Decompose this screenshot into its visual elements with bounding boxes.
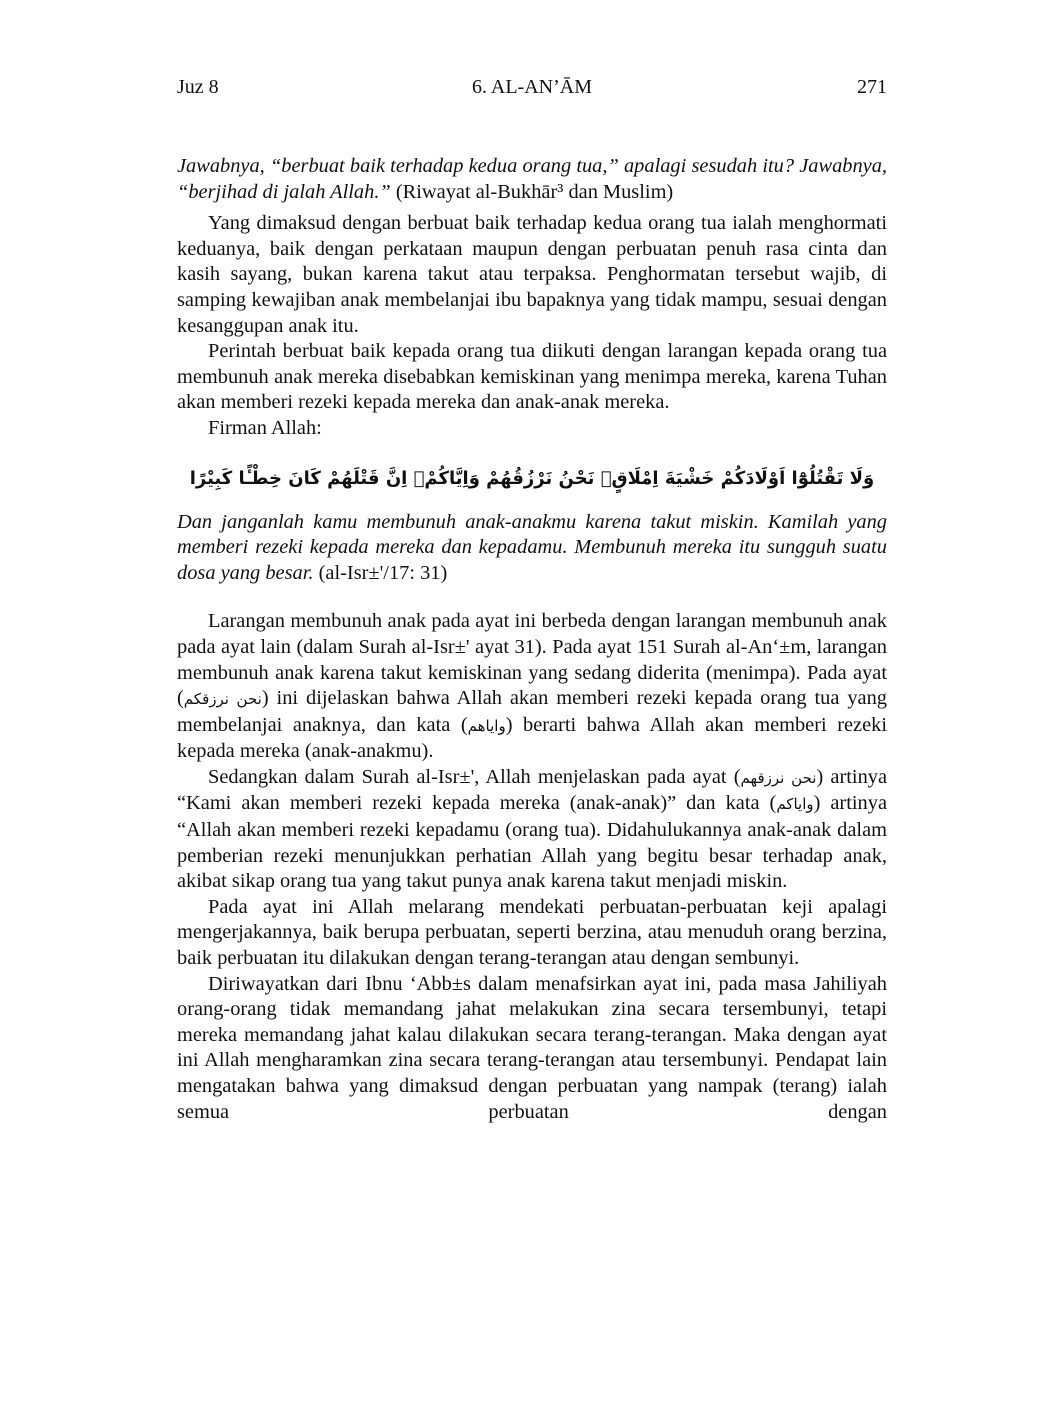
paragraph-comparison [177, 609, 887, 765]
paragraph-comparison-text-1: Larangan membunuh anak pada ayat ini berbeda dengan larangan membunuh anak pada ayat lain (dalam Surah al-Isr±' ayat 31). Pada ayat 151 Surah al-An‘±m, larangan membunuh anak karena takut kemiskinan yang sedang diderita (menimpa). Pada ayat ( [177, 610, 887, 710]
hadith-quote-italic: Jawabnya, “berbuat baik terhadap kedua orang tua,” apalagi sesudah itu? Jawabnya, “berjihad di jalah Allah.” [177, 155, 887, 203]
page-body [177, 154, 887, 1125]
page-number: 271 [857, 76, 887, 98]
juz-label: Juz 8 [177, 76, 219, 98]
paragraph-firman: Firman Allah: [208, 416, 322, 439]
surah-title: 6. AL-AN’ĀM [472, 76, 592, 98]
paragraph-explanation: Yang dimaksud dengan berbuat baik terhadap kedua orang tua ialah menghormati keduanya, baik dengan perkataan maupun dengan perbuatan penuh rasa cinta dan kasih sayang, bukan karena takut atau terpaksa. Penghormatan tersebut wajib, di samping kewajiban anak membelanjai ibu bapaknya yang tidak mampu, sesuai dengan kesanggupan anak itu. [177, 212, 887, 337]
arabic-term-wa-iyyakum: واياكم [776, 795, 814, 814]
verse-translation [177, 510, 887, 587]
paragraph-comparison-text-2: ) ini dijelaskan bahwa Allah akan memberi rezeki kepada orang tua yang membelanjai anaknya, dan kata ( [177, 687, 887, 736]
paragraph-comparison-text-3: ) berarti bahwa Allah akan memberi rezeki kepada mereka (anak-anakmu). [177, 713, 888, 763]
verse-reference: (al-Isr±'/17: 31) [313, 561, 448, 584]
paragraph-ibnu-abbas: Diriwayatkan dari Ibnu ‘Abb±s dalam menafsirkan ayat ini, pada masa Jahiliyah orang-orang tidak memandang jahat melakukan zina secara tersembunyi, tetapi mereka memandang jahat kalau dilakukan secara terang-terangan. Maka dengan ayat ini Allah mengharamkan zina secara terang-terangan atau tersembunyi. Pendapat lain mengatakan bahwa yang dimaksud dengan perbuatan yang nampak (terang) ialah semua perbuatan dengan [177, 972, 887, 1123]
paragraph-isra-text-1: Sedangkan dalam Surah al-Isr±', Allah menjelaskan pada ayat ( [208, 765, 741, 788]
hadith-quote [177, 154, 887, 205]
arabic-term-wa-iyyahum: واياهم [467, 716, 506, 735]
arabic-term-nahnu-narzuqukum: نحن نرزقكم [183, 690, 262, 709]
paragraph-isra-text-3: ) artinya “Allah akan memberi rezeki kepadamu (orang tua). Didahulukannya anak-anak dalam pemberian rezeki menunjukkan perhatian Allah yang begitu besar terhadap anak, akibat sikap orang tua yang takut punya anak karena takut menjadi miskin. [177, 792, 887, 893]
arabic-term-nahnu-narzuquhum: نحن نرزقهم [740, 768, 817, 787]
verse-translation-italic: Dan janganlah kamu membunuh anak-anakmu karena takut miskin. Kamilah yang memberi rezeki kepada mereka dan kepadamu. Membunuh mereka itu sungguh suatu dosa yang besar. [177, 510, 887, 584]
paragraph-prohibition: Pada ayat ini Allah melarang mendekati perbuatan-perbuatan keji apalagi mengerjakannya, baik berupa perbuatan, seperti berzina, atau menuduh orang berzina, baik perbuatan itu dilakukan dengan terang-terangan atau dengan sembunyi. [177, 895, 887, 970]
running-header [177, 72, 887, 106]
hadith-source: (Riwayat al-Bukhār³ dan Muslim) [390, 180, 674, 203]
paragraph-isra-text-2: ) artinya “Kami akan memberi rezeki kepada mereka (anak-anak)” dan kata ( [177, 765, 888, 815]
page [177, 72, 887, 1125]
quran-verse-arabic: وَلَا تَقْتُلُوْٓا اَوْلَادَكُمْ خَشْيَةَ اِمْلَاقٍۗ نَحْنُ نَرْزُقُهُمْ وَاِيَّاكُمْۗ اِنَّ قَتْلَهُمْ كَانَ خِطْـًٔا كَبِيْرًا [189, 467, 875, 489]
paragraph-isra [177, 765, 887, 895]
paragraph-command: Perintah berbuat baik kepada orang tua diikuti dengan larangan kepada orang tua membunuh anak mereka disebabkan kemiskinan yang menimpa mereka, karena Tuhan akan memberi rezeki kepada mereka dan anak-anak mereka. [177, 340, 887, 414]
